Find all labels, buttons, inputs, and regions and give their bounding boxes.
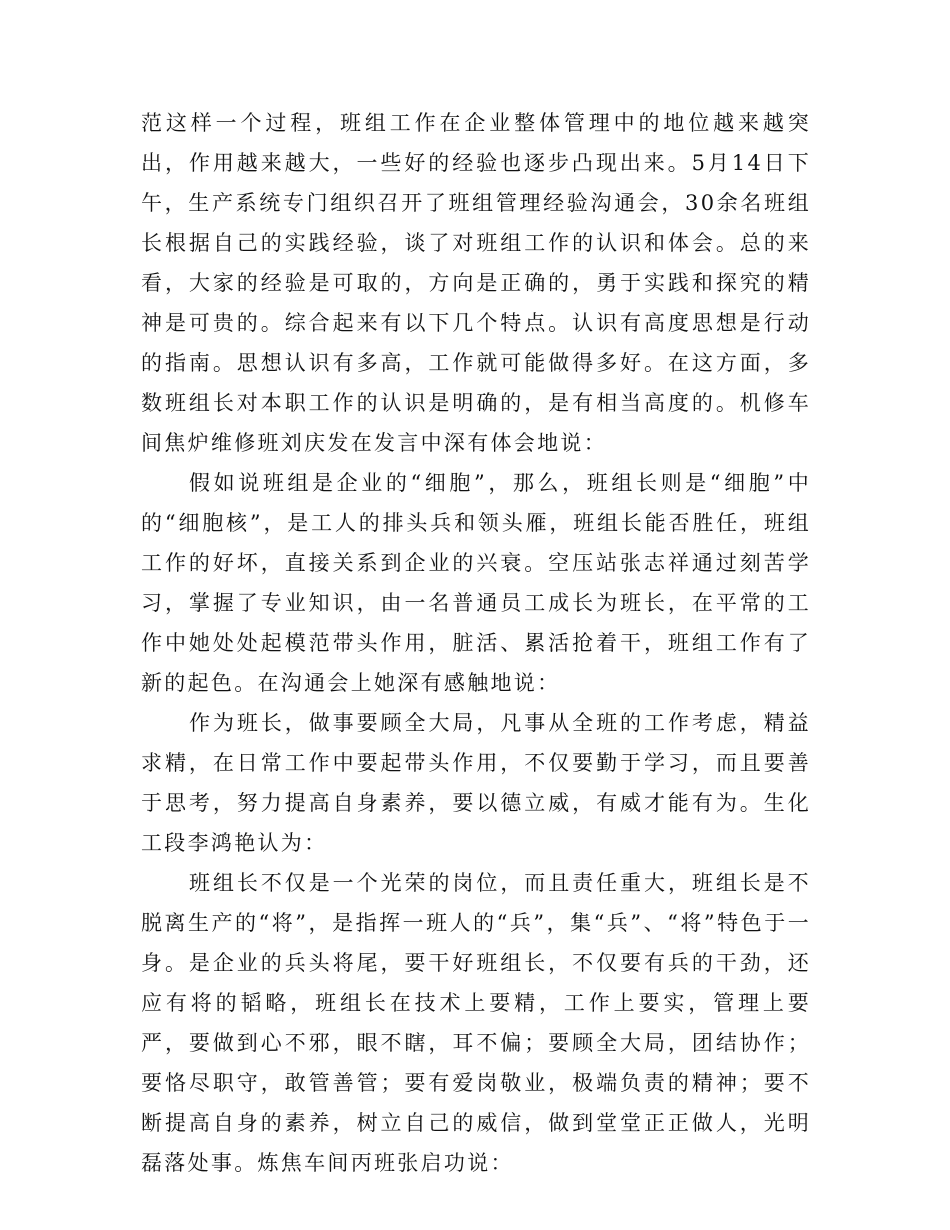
paragraph-2: 假如说班组是企业的“细胞”，那么，班组长则是“细胞”中的“细胞核”，是工人的排头兵和领头雁，班组长能否胜任，班组工作的好坏，直接关系到企业的兴衰。空压站张志祥通过刻苦学习，掌握了专业知识，由一名普通员工成长为班长，在平常的工作中她处处起模范带头作用，脏活、累活抢着干，班组工作有了新的起色。在沟通会上她深有感触地说： [141,471,811,695]
paragraph-1: 范这样一个过程，班组工作在企业整体管理中的地位越来越突出，作用越来越大，一些好的经验也逐步凸现出来。5月14日下午，生产系统专门组织召开了班组管理经验沟通会，30余名班组长根据自己的实践经验，谈了对班组工作的认识和体会。总的来看，大家的经验是可取的，方向是正确的，勇于实践和探究的精神是可贵的。综合起来有以下几个特点。认识有高度思想是行动的指南。思想认识有多高，工作就可能做得多好。在这方面，多数班组长对本职工作的认识是明确的，是有相当高度的。机修车间焦炉维修班刘庆发在发言中深有体会地说： [141,111,811,455]
document-body [141,103,811,1183]
paragraph-4: 班组长不仅是一个光荣的岗位，而且责任重大，班组长是不脱离生产的“将”，是指挥一班人的“兵”，集“兵”、“将”特色于一身。是企业的兵头将尾，要干好班组长，不仅要有兵的干劲，还应有将的韬略，班组长在技术上要精，工作上要实，管理上要严，要做到心不邪，眼不瞎，耳不偏；要顾全大局，团结协作；要恪尽职守，敢管善管；要有爱岗敬业，极端负责的精神；要不断提高自身的素养，树立自己的威信，做到堂堂正正做人，光明磊落处事。炼焦车间丙班张启功说： [141,871,811,1175]
paragraph-3: 作为班长，做事要顾全大局，凡事从全班的工作考虑，精益求精，在日常工作中要起带头作用，不仅要勤于学习，而且要善于思考，努力提高自身素养，要以德立威，有威才能有为。生化工段李鸿艳认为： [141,711,811,855]
